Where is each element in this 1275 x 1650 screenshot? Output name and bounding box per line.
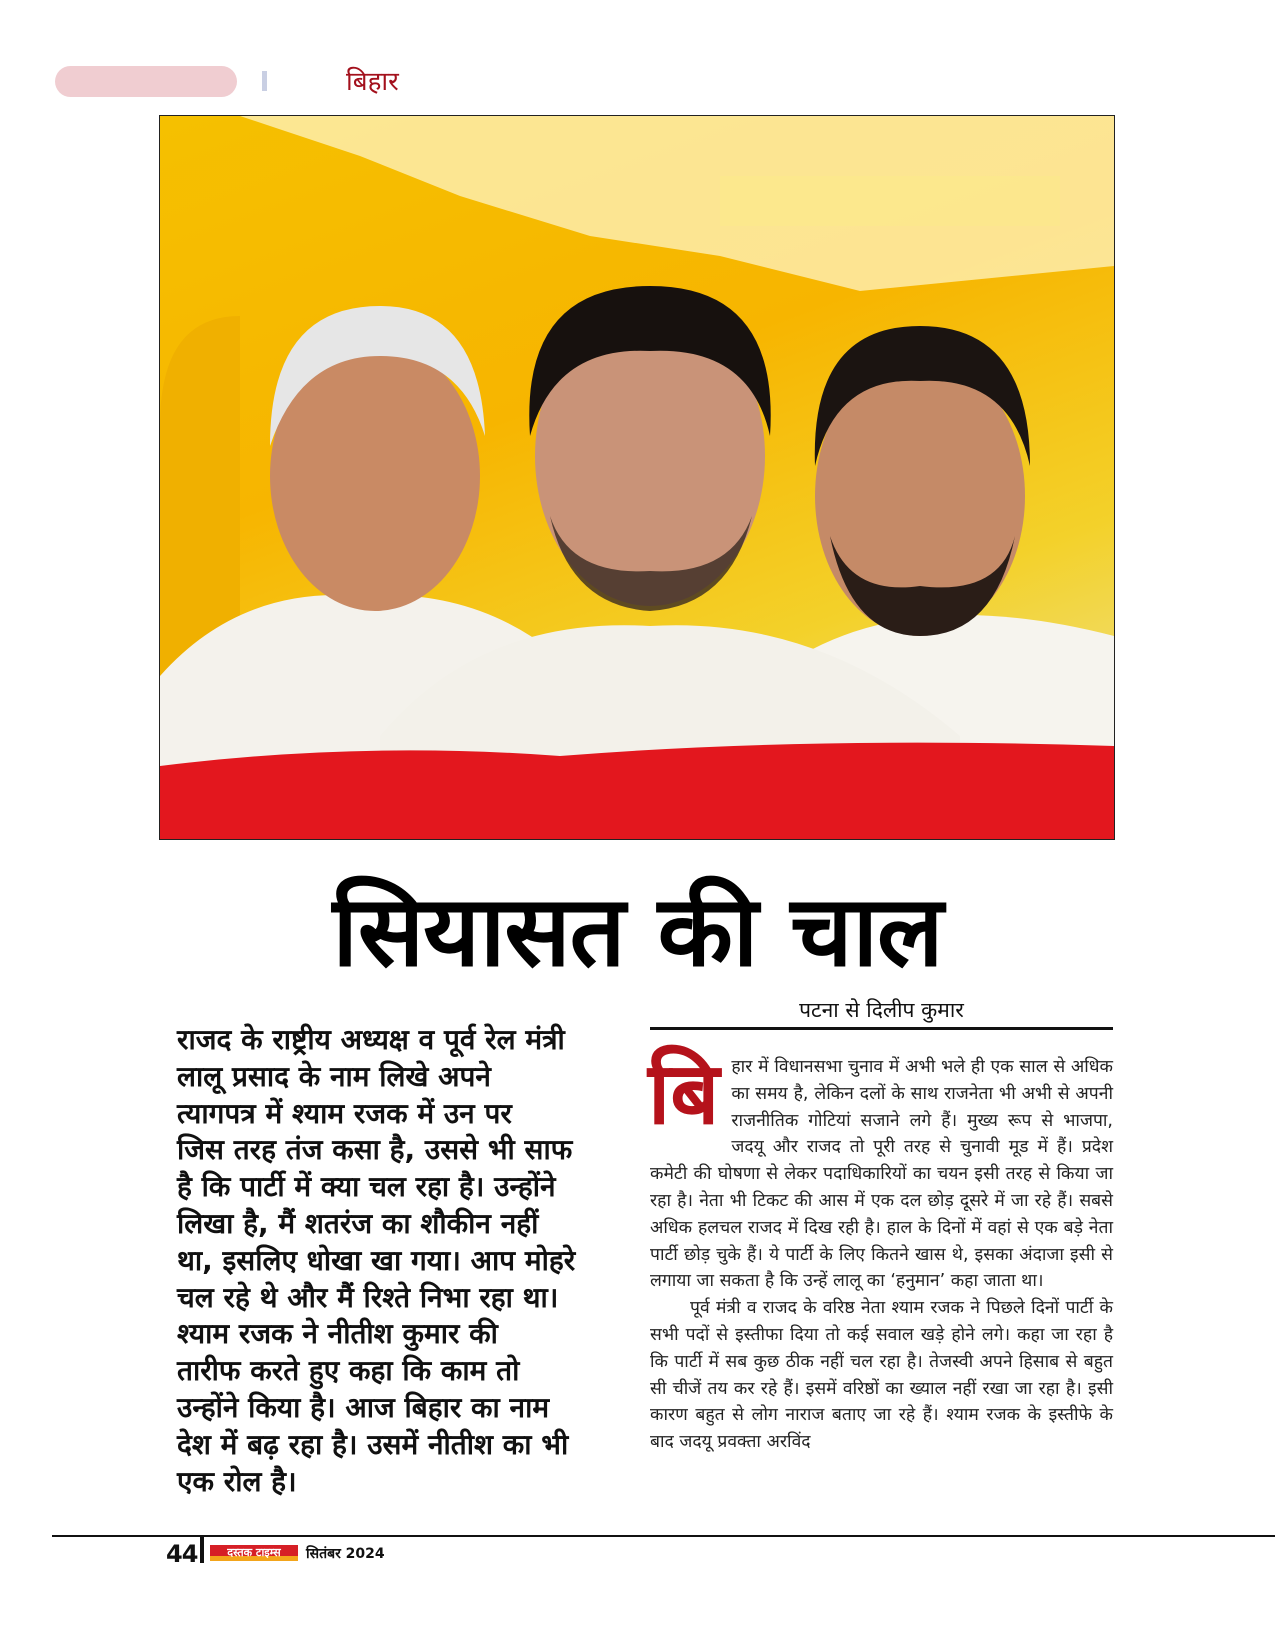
arrow-shape bbox=[720, 176, 1060, 226]
lead-photo bbox=[159, 115, 1115, 840]
section-label: बिहार bbox=[346, 67, 399, 97]
lead-line: एक रोल है। bbox=[177, 1464, 297, 1498]
publication-logo: दस्तक टाइम्स bbox=[210, 1545, 298, 1561]
lead-line: त्यागपत्र में श्याम रजक में उन पर bbox=[177, 1096, 512, 1130]
header-pill bbox=[55, 66, 237, 97]
footer-separator bbox=[200, 1537, 204, 1563]
article-body bbox=[648, 1044, 1113, 1456]
lead-line: लिखा है, मैं शतरंज का शौकीन नहीं bbox=[177, 1206, 539, 1240]
lead-line: राजद के राष्ट्रीय अध्यक्ष व पूर्व रेल मंत्री bbox=[177, 1023, 565, 1056]
red-brush-stripe bbox=[160, 743, 1114, 839]
lead-line: उन्होंने किया है। आज बिहार का नाम bbox=[177, 1390, 550, 1424]
drop-cap: बि bbox=[648, 1044, 720, 1144]
footer-rule bbox=[52, 1535, 1275, 1537]
photo-illustration bbox=[160, 116, 1114, 839]
issue-date: सितंबर 2024 bbox=[306, 1546, 385, 1562]
lead-line: लालू प्रसाद के नाम लिखे अपने bbox=[177, 1059, 491, 1093]
lead-line: है कि पार्टी में क्या चल रहा है। उन्होंने bbox=[177, 1170, 556, 1204]
body-paragraph: हार में विधानसभा चुनाव में अभी भले ही एक साल से अधिक का समय है, लेकिन दलों के साथ राजनेता भी अभी से अपनी राजनीतिक गोटियां सजाने लगे हैं। मुख्य रूप से भाजपा, जदयू और राजद तो पूरी तरह से चुनावी मूड में हैं। प्रदेश कमेटी की घोषणा से लेकर पदाधिकारियों का चयन इसी तरह से किया जा रहा है। नेता भी टिकट की आस में एक दल छोड़ दूसरे में जा रहे हैं। सबसे अधिक हलचल राजद में दिख रही है। हाल के दिनों में वहां से एक बड़े नेता पार्टी छोड़ चुके हैं। ये पार्टी के लिए कितने खास थे, इसका अंदाजा इसी से लगाया जा सकता है कि उन्हें लालू का ‘हनुमान’ कहा जाता था। bbox=[650, 1057, 1113, 1292]
header-separator bbox=[262, 71, 267, 91]
lead-line: श्याम रजक ने नीतीश कुमार की bbox=[177, 1317, 498, 1351]
lead-line: चल रहे थे और मैं रिश्ते निभा रहा था। bbox=[177, 1280, 559, 1314]
lead-line: जिस तरह तंज कसा है, उससे भी साफ bbox=[177, 1133, 573, 1167]
page-number: 44 bbox=[166, 1540, 198, 1568]
lead-line: देश में बढ़ रहा है। उसमें नीतीश का भी bbox=[177, 1427, 569, 1461]
lead-line: था, इसलिए धोखा खा गया। आप मोहरे bbox=[177, 1243, 576, 1277]
lead-line: तारीफ करते हुए कहा कि काम तो bbox=[177, 1354, 520, 1388]
byline: पटना से दिलीप कुमार bbox=[799, 998, 964, 1022]
article-title: सियासत की चाल bbox=[332, 875, 943, 989]
byline-rule bbox=[650, 1027, 1113, 1030]
body-paragraph: पूर्व मंत्री व राजद के वरिष्ठ नेता श्याम रजक ने पिछले दिनों पार्टी के सभी पदों से इस्तीफा दिया तो कई सवाल खड़े होने लगे। कहा जा रहा है कि पार्टी में सब कुछ ठीक नहीं चल रहा है। तेजस्वी अपने हिसाब से बहुत सी चीजें तय कर रहे हैं। इसमें वरिष्ठों का ख्याल नहीं रखा जा रहा है। इसी कारण बहुत से लोग नाराज बताए जा रहे हैं। श्याम रजक के इस्तीफे के बाद जदयू प्रवक्ता अरविंद bbox=[650, 1298, 1113, 1453]
lead-paragraph bbox=[177, 1022, 607, 1500]
